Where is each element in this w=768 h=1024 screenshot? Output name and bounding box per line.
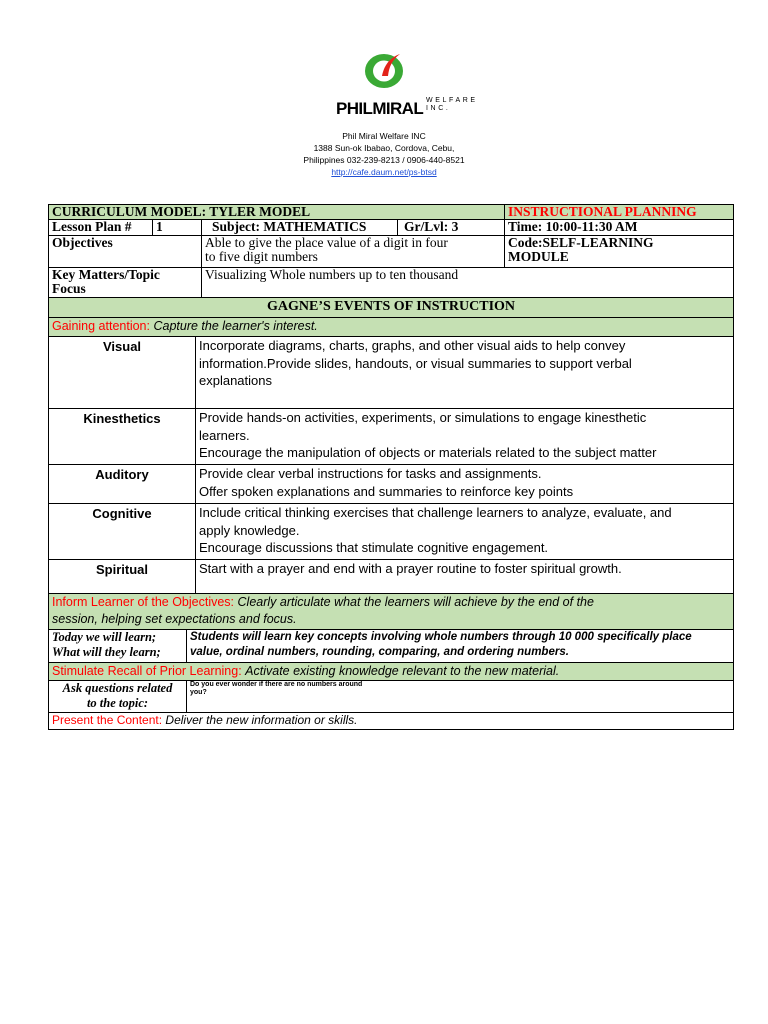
- brand-sub-text: [426, 97, 478, 113]
- event-desc-auditory: [196, 465, 734, 504]
- ask-questions-value: [187, 681, 734, 713]
- module-code-line-2: MODULE: [508, 249, 569, 264]
- lesson-plan-number: 1: [153, 220, 202, 236]
- gagne-title: GAGNE’S EVENTS OF INSTRUCTION: [49, 298, 734, 318]
- objectives-value: [202, 236, 505, 268]
- ask-questions-label: [49, 681, 187, 713]
- ask-questions-value-line-1: Do you ever wonder if there are no numbers around: [190, 681, 363, 688]
- lesson-plan-label: Lesson Plan #: [49, 220, 153, 236]
- event-desc-line: apply knowledge.: [199, 522, 300, 538]
- today-learn-value-line-2: value, ordinal numbers, rounding, comparing, and ordering numbers.: [190, 646, 569, 658]
- today-learn-line-2: What will they learn;: [52, 645, 161, 659]
- event-label-cognitive: Cognitive: [49, 504, 196, 560]
- gaining-attention-label: Gaining attention:: [52, 319, 150, 333]
- website-link[interactable]: http://cafe.daum.net/ps-btsd: [331, 167, 437, 177]
- subject: Subject: MATHEMATICS: [202, 220, 398, 236]
- event-desc-line: information.Provide slides, handouts, or visual summaries to support verbal: [199, 355, 632, 371]
- event-desc-line: learners.: [199, 427, 250, 443]
- event-label-kinesthetics: Kinesthetics: [49, 409, 196, 465]
- today-learn-line-1: Today we will learn;: [52, 630, 157, 644]
- event-desc-line: Encourage the manipulation of objects or materials related to the subject matter: [199, 445, 657, 460]
- inform-objectives: [49, 594, 734, 630]
- inform-objectives-text: Clearly articulate what the learners will achieve by the end of the: [237, 595, 594, 609]
- event-desc-line: Incorporate diagrams, charts, graphs, and other visual aids to help convey: [199, 338, 626, 353]
- ask-questions-line-1: Ask questions related: [62, 681, 173, 695]
- event-label-spiritual: Spiritual: [49, 560, 196, 594]
- key-matters-line-1: Key Matters/Topic: [52, 267, 160, 282]
- today-learn-value: [187, 630, 734, 663]
- present-content: [49, 713, 734, 730]
- company-logo: [0, 50, 768, 90]
- address-line-3: Philippines 032-239-8213 / 0906-440-8521: [303, 155, 465, 165]
- instructional-planning: INSTRUCTIONAL PLANNING: [505, 205, 734, 220]
- key-matters-label: [49, 268, 202, 298]
- gaining-attention-text: Capture the learner's interest.: [153, 319, 318, 333]
- event-desc-kinesthetics: [196, 409, 734, 465]
- key-matters-line-2: Focus: [52, 281, 86, 296]
- company-address: [0, 130, 768, 178]
- brand-sub-line2: INC.: [426, 105, 451, 112]
- event-desc-line: Start with a prayer and end with a prayer routine to foster spiritual growth.: [199, 561, 622, 576]
- event-label-auditory: Auditory: [49, 465, 196, 504]
- inform-objectives-label: Inform Learner of the Objectives:: [52, 595, 235, 609]
- ask-questions-line-2: to the topic:: [86, 696, 149, 710]
- time: Time: 10:00-11:30 AM: [505, 220, 734, 236]
- objectives-info-table: [48, 593, 734, 681]
- curriculum-model: CURRICULUM MODEL: TYLER MODEL: [49, 205, 505, 220]
- stimulate-recall-label: Stimulate Recall of Prior Learning:: [52, 664, 242, 678]
- event-desc-line: Include critical thinking exercises that challenge learners to analyze, evaluate, and: [199, 505, 672, 520]
- objectives-line-1: Able to give the place value of a digit in four: [205, 235, 448, 250]
- today-learn-value-line-1: Students will learn key concepts involving whole numbers through 10 000 specifically place: [190, 631, 692, 643]
- present-content-label: Present the Content:: [52, 713, 163, 727]
- present-content-text: Deliver the new information or skills.: [165, 713, 358, 727]
- inform-objectives-text-2: session, helping set expectations and focus.: [52, 611, 297, 626]
- event-desc-spiritual: [196, 560, 734, 594]
- questions-table: [48, 680, 734, 730]
- objectives-line-2: to five digit numbers: [205, 249, 318, 264]
- ask-questions-value-line-2: you?: [190, 689, 207, 696]
- event-desc-line: Provide hands-on activities, experiments, or simulations to engage kinesthetic: [199, 410, 647, 425]
- gaining-attention: [49, 318, 734, 337]
- module-code-line-1: Code:SELF-LEARNING: [508, 235, 654, 250]
- address-line-1: Phil Miral Welfare INC: [342, 131, 426, 141]
- event-desc-line: Offer spoken explanations and summaries to reinforce key points: [199, 483, 574, 499]
- event-desc-visual: [196, 337, 734, 409]
- event-desc-line: explanations: [199, 373, 272, 388]
- philmiral-logo-icon: [362, 50, 406, 90]
- event-desc-line: Encourage discussions that stimulate cognitive engagement.: [199, 540, 549, 555]
- lesson-plan-sheet: [48, 204, 733, 730]
- objectives-label: Objectives: [49, 236, 202, 268]
- lesson-info-table: [48, 204, 734, 298]
- grade-level: Gr/Lvl: 3: [398, 220, 505, 236]
- stimulate-recall-text: Activate existing knowledge relevant to the new material.: [245, 664, 560, 678]
- gagne-table: [48, 297, 734, 337]
- brand-main-text: PHILMIRAL: [336, 99, 424, 118]
- brand-sub-line1: WELFARE: [426, 97, 478, 104]
- stimulate-recall: [49, 663, 734, 681]
- key-matters-value: Visualizing Whole numbers up to ten thousand: [202, 268, 734, 298]
- event-desc-cognitive: [196, 504, 734, 560]
- event-label-visual: Visual: [49, 337, 196, 409]
- today-learn-label: [49, 630, 187, 663]
- events-table: [48, 336, 734, 594]
- address-line-2: 1388 Sun-ok Ibabao, Cordova, Cebu,: [313, 143, 455, 153]
- event-desc-line: Provide clear verbal instructions for tasks and assignments.: [199, 466, 542, 481]
- module-code: [505, 236, 734, 268]
